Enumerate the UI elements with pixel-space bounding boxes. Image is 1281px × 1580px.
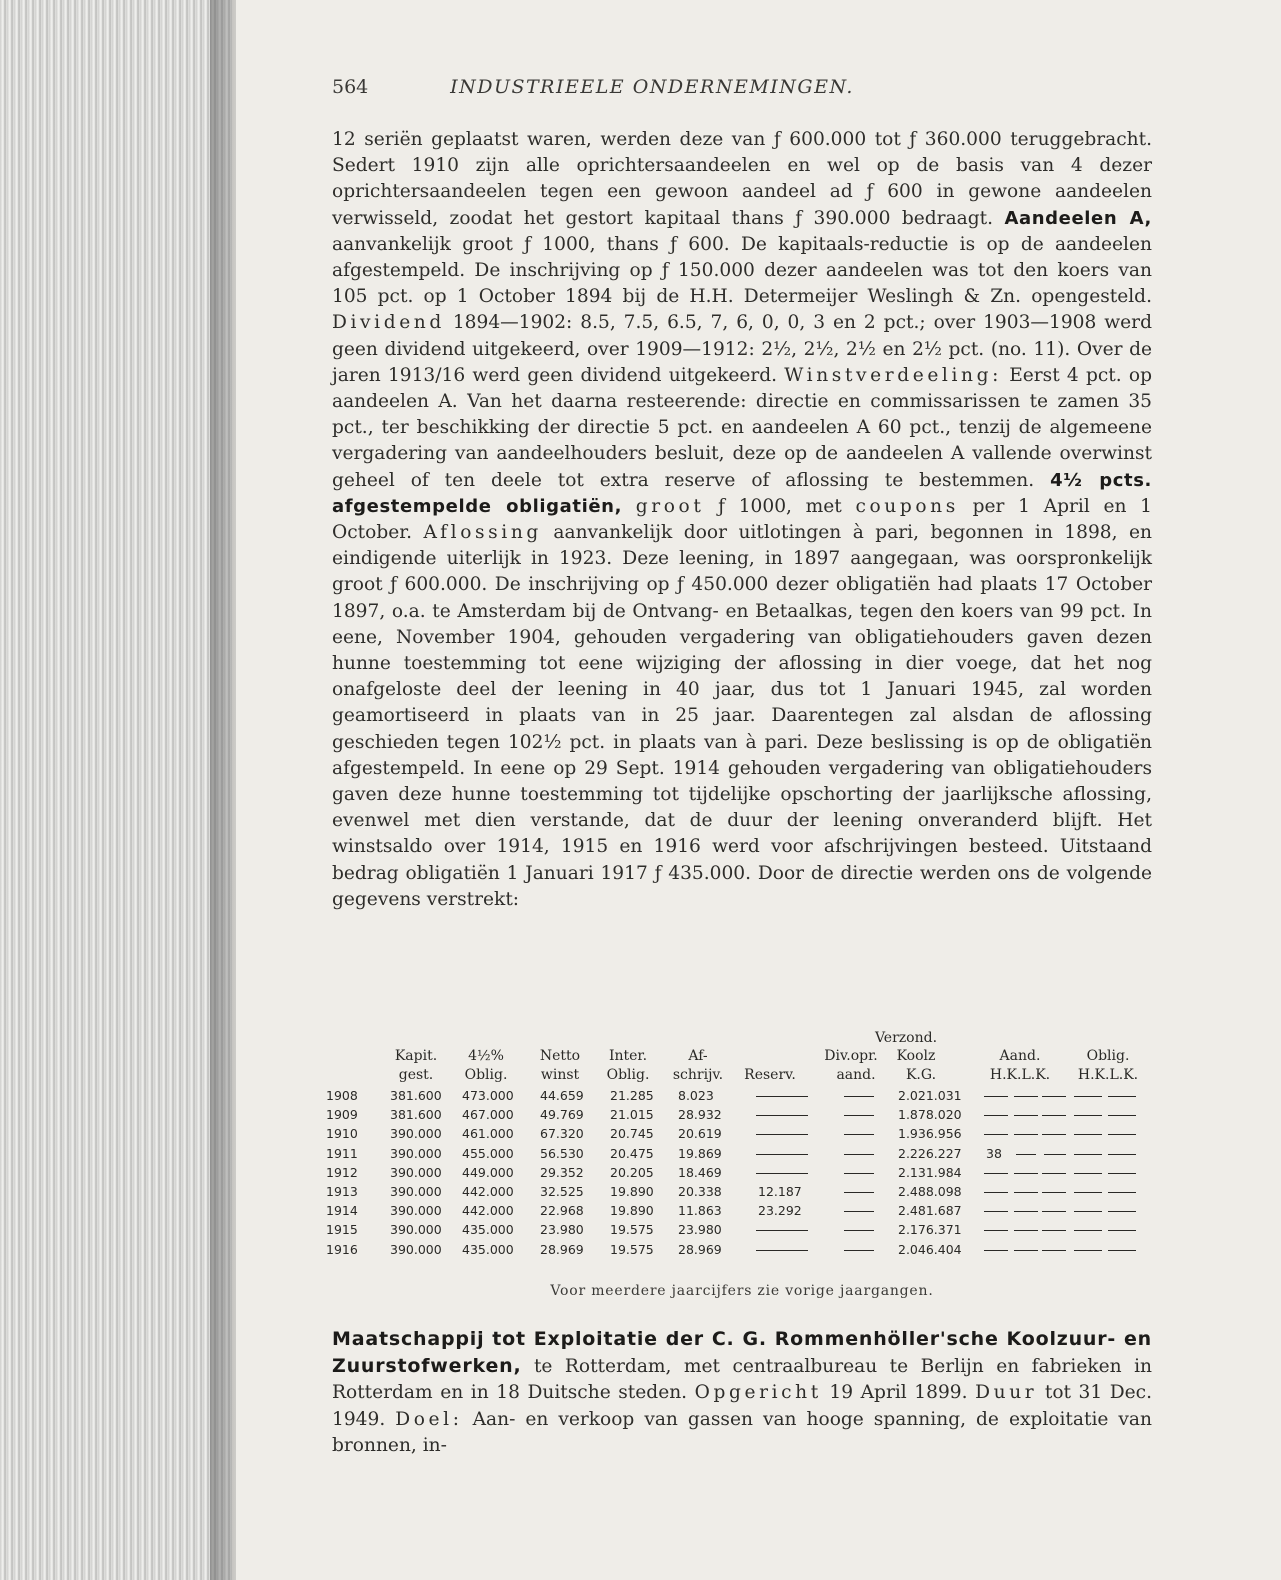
text-run: tot 31 Dec. 1949. (332, 1382, 1153, 1430)
text-run: 1894—1902: 8.5, 7.5, 6.5, 7, 6, 0, 0, 3 en 2 pct.; over 1903—1908 werd geen dividend uitgekeerd, over 1909—1912: 2½, 2½, 2½ en 2½ pct. (no. 11). Over de jaren 1913/16 werd geen dividend uitgekeerd. (332, 312, 1152, 386)
empty-cell-dash (1042, 1173, 1066, 1174)
table-cell-oblig: 455.000 (462, 1145, 514, 1161)
table-cell-koolz: 1.878.020 (898, 1107, 962, 1123)
table-cell-oblig: 442.000 (462, 1184, 514, 1199)
financial-table (326, 1030, 1156, 1270)
empty-cell-dash (1108, 1134, 1136, 1135)
header-aand-2: H.K.L.K. (989, 1067, 1051, 1083)
table-cell-year: 1908 (326, 1088, 358, 1103)
label-aflossing: Aflossing (423, 522, 542, 544)
empty-cell-dash (844, 1250, 874, 1251)
main-text (332, 127, 1152, 913)
header-afschr-1: Af- (688, 1048, 708, 1064)
header-obl2-1: Oblig. (1086, 1048, 1130, 1064)
empty-cell-dash (1014, 1173, 1038, 1174)
header-netto-1: Netto (539, 1048, 581, 1064)
header-koolz-1: Verzond. (874, 1030, 938, 1046)
table-cell-afschr: 11.863 (678, 1203, 722, 1219)
header-aand-1: Aand. (999, 1048, 1041, 1064)
text-run: aanvankelijk groot ƒ 1000, thans ƒ 600. De kapitaals-reductie is op de aandeelen afgestempeld. De inschrijving op ƒ 150.000 dezer aandeelen was tot den koers van 105 pct. op 1 October 1894 bij de H.H. Determeijer Weslingh & Zn. opengesteld. (332, 233, 1152, 308)
empty-cell-dash (1108, 1173, 1136, 1174)
table-cell-year: 1912 (326, 1164, 358, 1180)
empty-cell-dash (984, 1211, 1008, 1212)
empty-cell-dash (1042, 1211, 1066, 1212)
table-cell-kapit: 390.000 (390, 1126, 442, 1142)
label-coupons: coupons (855, 495, 959, 517)
empty-cell-dash (756, 1230, 808, 1231)
table-cell-netto: 28.969 (540, 1241, 584, 1257)
empty-cell-dash (756, 1134, 808, 1135)
header-obl2-2: H.K.L.K. (1077, 1067, 1139, 1083)
table-cell-afschr: 19.869 (678, 1145, 722, 1161)
empty-cell-dash (1074, 1173, 1102, 1174)
text-run: te Rotterdam, met centraalbureau te Berlijn en fabrieken in Rotterdam en in 18 Duitsche steden. (332, 1356, 1152, 1404)
heading-obligatien: 4½ pcts. afgestempelde obligatiën, (332, 469, 1152, 517)
table-cell-afschr: 28.969 (678, 1241, 722, 1257)
empty-cell-dash (1074, 1250, 1102, 1251)
table-cell-koolz: 2.176.371 (898, 1222, 962, 1238)
table-cell-oblig: 473.000 (462, 1088, 514, 1103)
book-page-edges (0, 0, 232, 1580)
table-cell-kapit: 390.000 (390, 1184, 442, 1199)
empty-cell-dash (756, 1096, 808, 1097)
table-cell-kapit: 390.000 (390, 1241, 442, 1257)
table-cell-kapit: 390.000 (390, 1222, 442, 1238)
table-cell-afschr: 8.023 (678, 1088, 714, 1103)
table-cell-netto: 23.980 (540, 1222, 584, 1238)
empty-cell-dash (1044, 1154, 1066, 1155)
table-cell-reserv: 12.187 (758, 1184, 802, 1199)
table-cell-netto: 22.968 (540, 1203, 584, 1219)
company-entry (332, 1326, 1152, 1459)
header-afschr-2: schrijv. (672, 1067, 724, 1083)
table-cell-inter: 20.205 (610, 1164, 654, 1180)
empty-cell-dash (1108, 1192, 1136, 1193)
table-cell-oblig: 467.000 (462, 1107, 514, 1123)
running-title: INDUSTRIEELE ONDERNEMINGEN. (450, 76, 854, 98)
table-cell-year: 1916 (326, 1241, 358, 1257)
table-cell-netto: 67.320 (540, 1126, 584, 1142)
empty-cell-dash (1042, 1250, 1066, 1251)
table-cell-reserv: 23.292 (758, 1203, 802, 1219)
text-run: per 1 April en 1 October. (332, 495, 1152, 544)
empty-cell-dash (1108, 1230, 1136, 1231)
text-run: 12 seriën geplaatst waren, werden deze van ƒ 600.000 tot ƒ 360.000 teruggebracht. Sedert 1910 zijn alle oprichtersaandeelen en wel op de basis van 4 dezer oprichtersaandeelen tegen een gewoon aandeel ad ƒ 600 in gewone aandeelen verwisseld, zoodat het gestort kapitaal thans ƒ 390.000 bedraagt. (332, 129, 1152, 229)
table-cell-afschr: 18.469 (678, 1164, 722, 1180)
text-run: ƒ 1000, met (718, 495, 842, 517)
table-cell-kapit: 381.600 (390, 1107, 442, 1123)
table-cell-year: 1914 (326, 1203, 358, 1219)
table-cell-afschr: 23.980 (678, 1222, 722, 1238)
table-cell-oblig: 449.000 (462, 1164, 514, 1180)
table-cell-year: 1911 (326, 1145, 358, 1161)
empty-cell-dash (756, 1115, 808, 1116)
empty-cell-dash (984, 1230, 1008, 1231)
empty-cell-dash (1074, 1096, 1102, 1097)
empty-cell-dash (756, 1250, 808, 1251)
empty-cell-dash (1108, 1154, 1136, 1155)
empty-cell-dash (1108, 1096, 1136, 1097)
empty-cell-dash (844, 1134, 874, 1135)
empty-cell-dash (1108, 1115, 1136, 1116)
table-cell-year: 1910 (326, 1126, 358, 1142)
table-cell-inter: 19.890 (610, 1184, 654, 1199)
empty-cell-dash (1042, 1115, 1066, 1116)
header-netto-2: winst (540, 1067, 580, 1083)
header-inter-2: Oblig. (606, 1067, 650, 1083)
table-cell-year: 1915 (326, 1222, 358, 1238)
table-cell-koolz: 1.936.956 (898, 1126, 962, 1142)
label-winstverdeeling: Winstverdeeling: (784, 364, 1002, 386)
empty-cell-dash (1108, 1211, 1136, 1212)
empty-cell-dash (1042, 1134, 1066, 1135)
empty-cell-dash (1014, 1192, 1038, 1193)
empty-cell-dash (844, 1192, 874, 1193)
table-cell-kapit: 390.000 (390, 1203, 442, 1219)
paragraph (332, 127, 1152, 913)
empty-cell-dash (1042, 1096, 1066, 1097)
empty-cell-dash (1014, 1096, 1038, 1097)
table-cell-netto: 32.525 (540, 1184, 584, 1199)
table-cell-oblig: 435.000 (462, 1241, 514, 1257)
table-cell-inter: 21.285 (610, 1088, 654, 1103)
empty-cell-dash (1016, 1154, 1036, 1155)
table-cell-netto: 49.769 (540, 1107, 584, 1123)
text-run: Eerst 4 pct. op aandeelen A. Van het daarna resteerende: directie en commissarissen te zamen 35 pct., ter beschikking der directie 5 pct. en aandeelen A 60 pct., tenzij de algemeene vergadering van aandeelhouders besluit, deze op de aandeelen A vallende overwinst geheel of ten deele tot extra reserve of aflossing te bestemmen. (332, 364, 1152, 491)
table-cell-inter: 19.575 (610, 1241, 654, 1257)
empty-cell-dash (1074, 1154, 1102, 1155)
empty-cell-dash (1074, 1230, 1102, 1231)
header-reserv: Reserv. (744, 1067, 796, 1083)
empty-cell-dash (844, 1154, 874, 1155)
empty-cell-dash (1074, 1134, 1102, 1135)
table-cell-afschr: 20.338 (678, 1184, 722, 1199)
label-dividend: Dividend (332, 312, 445, 334)
text-run: Aan- en verkoop van gassen van hooge spanning, de exploitatie van bronnen, in- (332, 1408, 1152, 1456)
page-number: 564 (332, 76, 369, 98)
empty-cell-dash (844, 1115, 874, 1116)
empty-cell-dash (1042, 1192, 1066, 1193)
label-doel: Doel: (395, 1408, 463, 1430)
empty-cell-dash (1074, 1211, 1102, 1212)
table-cell-oblig: 435.000 (462, 1222, 514, 1238)
empty-cell-dash (1042, 1230, 1066, 1231)
table-cell-netto: 56.530 (540, 1145, 584, 1161)
text-run: 19 April 1899. (829, 1382, 968, 1404)
empty-cell-dash (1014, 1134, 1038, 1135)
table-cell-oblig: 461.000 (462, 1126, 514, 1142)
table-cell-koolz: 2.488.098 (898, 1184, 962, 1199)
empty-cell-dash (984, 1250, 1008, 1251)
empty-cell-dash (844, 1173, 874, 1174)
table-cell-kapit: 390.000 (390, 1164, 442, 1180)
empty-cell-dash (756, 1173, 808, 1174)
table-cell-inter: 19.575 (610, 1222, 654, 1238)
empty-cell-dash (1074, 1192, 1102, 1193)
table-cell-kapit: 381.600 (390, 1088, 442, 1103)
empty-cell-dash (1108, 1250, 1136, 1251)
empty-cell-dash (844, 1230, 874, 1231)
empty-cell-dash (984, 1115, 1008, 1116)
header-koolz-3: K.G. (905, 1067, 937, 1083)
header-divopr-1: Div.opr. (824, 1048, 878, 1064)
header-inter-1: Inter. (608, 1048, 648, 1064)
table-cell-koolz: 2.046.404 (898, 1241, 962, 1257)
table-cell-netto: 29.352 (540, 1164, 584, 1180)
empty-cell-dash (1074, 1115, 1102, 1116)
table-cell-koolz: 2.226.227 (898, 1145, 962, 1161)
table-cell-kapit: 390.000 (390, 1145, 442, 1161)
label-duur: Duur (975, 1382, 1038, 1404)
table-cell-aand: 38 (986, 1145, 1002, 1161)
header-oblig-2: Oblig. (464, 1067, 508, 1083)
empty-cell-dash (1014, 1211, 1038, 1212)
header-koolz-2: Koolz (896, 1048, 936, 1064)
table-cell-koolz: 2.131.984 (898, 1164, 962, 1180)
table-cell-oblig: 442.000 (462, 1203, 514, 1219)
label-opgericht: Opgericht (694, 1382, 822, 1404)
header-divopr-2: aand. (836, 1067, 876, 1083)
company-name: Maatschappij tot Exploitatie der C. G. Rommenhöller'sche Koolzuur- en Zuurstofwerken, (332, 1328, 1152, 1378)
header-kapit-1: Kapit. (394, 1048, 438, 1064)
table-cell-inter: 20.475 (610, 1145, 654, 1161)
empty-cell-dash (844, 1096, 874, 1097)
table-note: Voor meerdere jaarcijfers zie vorige jaargangen. (550, 1283, 934, 1299)
table-cell-koolz: 2.021.031 (898, 1088, 962, 1103)
paragraph (332, 1326, 1152, 1459)
running-head (332, 76, 972, 102)
table-cell-afschr: 28.932 (678, 1107, 722, 1123)
table-cell-netto: 44.659 (540, 1088, 584, 1103)
empty-cell-dash (984, 1096, 1008, 1097)
table-cell-year: 1909 (326, 1107, 358, 1123)
empty-cell-dash (756, 1154, 808, 1155)
text-run: aanvankelijk door uitlotingen à pari, begonnen in 1898, en eindigende uiterlijk in 1923. Deze leening, in 1897 aangegaan, was oorspronkelijk groot ƒ 600.000. De inschrijving op ƒ 450.000 dezer obligatiën had plaats 17 October 1897, o.a. te Amsterdam bij de Ontvang- en Betaalkas, tegen den koers van 99 pct. In eene, November 1904, gehouden vergadering van obligatiehouders gaven dezen hunne toestemming tot eene wijziging der aflossing in dier voege, dat het nog onafgeloste deel der leening in 40 jaar, dus tot 1 Januari 1945, zal worden geamortiseerd in plaats van in 25 jaar. Daarentegen zal alsdan de aflossing geschieden tegen 102½ pct. in plaats van à pari. Deze beslissing is op de obligatiën afgestempeld. In eene op 29 Sept. 1914 gehouden vergadering van obligatiehouders gaven deze hunne toestemming tot tijdelijke opschorting der jaarlijksche aflossing, evenwel met dien verstande, dat de duur der leening onveranderd blijft. Het winstsaldo over 1914, 1915 en 1916 werd voor afschrijvingen besteed. Uitstaand bedrag obligatiën 1 Januari 1917 ƒ 435.000. Door de directie werden ons de volgende gegevens verstrekt: (332, 522, 1152, 910)
heading-aandeelen-a: Aandeelen A, (1004, 207, 1152, 229)
empty-cell-dash (1014, 1250, 1038, 1251)
label-groot: groot (635, 495, 705, 517)
empty-cell-dash (984, 1134, 1008, 1135)
table-cell-inter: 21.015 (610, 1107, 654, 1123)
header-kapit-2: gest. (398, 1067, 434, 1083)
empty-cell-dash (1014, 1115, 1038, 1116)
empty-cell-dash (984, 1192, 1008, 1193)
table-cell-koolz: 2.481.687 (898, 1203, 962, 1219)
empty-cell-dash (984, 1173, 1008, 1174)
header-oblig-1: 4½% (468, 1048, 504, 1064)
empty-cell-dash (1014, 1230, 1038, 1231)
table-cell-inter: 20.745 (610, 1126, 654, 1142)
table-cell-afschr: 20.619 (678, 1126, 722, 1142)
empty-cell-dash (844, 1211, 874, 1212)
table-cell-year: 1913 (326, 1184, 358, 1199)
table-cell-inter: 19.890 (610, 1203, 654, 1219)
